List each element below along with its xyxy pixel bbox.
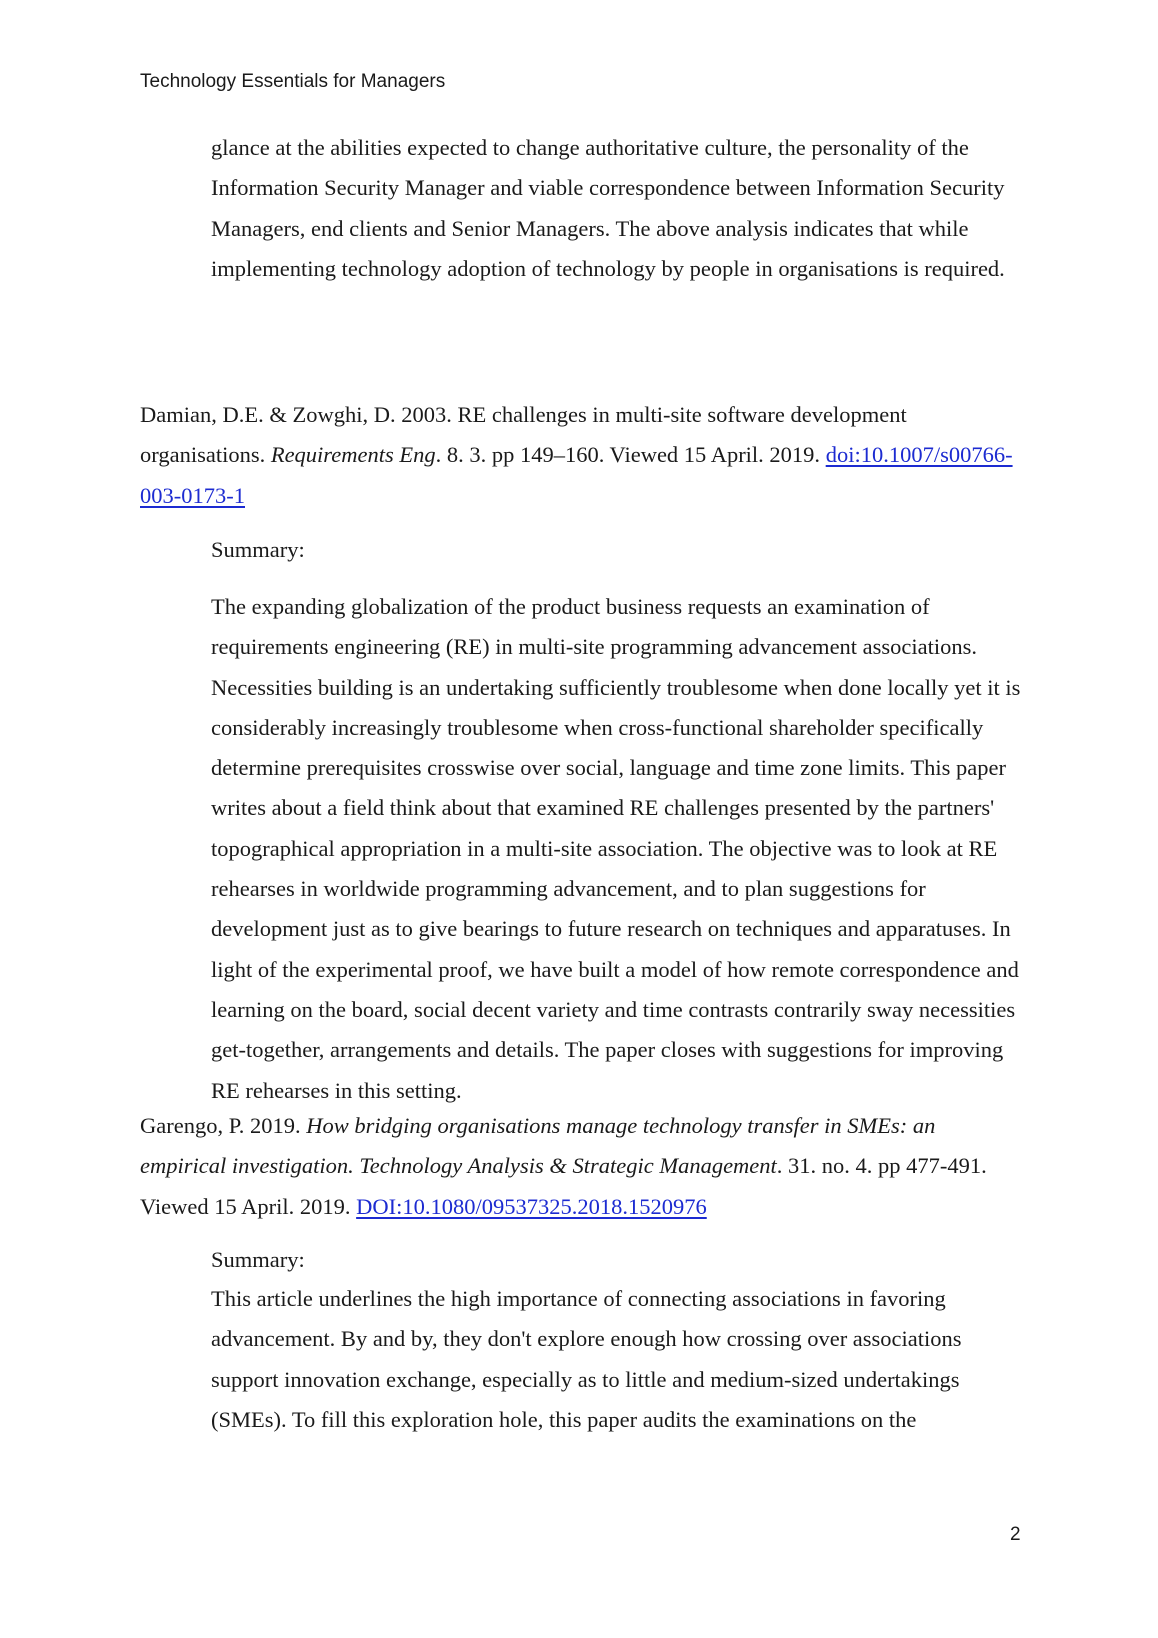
doi-link[interactable]: DOI:10.1080/09537325.2018.1520976 <box>356 1193 707 1219</box>
reference-details: . 31. no. 4. pp 477-491. Viewed 15 April. 2019. <box>140 1153 987 1219</box>
reference-entry-damian <box>140 395 1020 516</box>
reference-authors: Damian, D.E. & Zowghi, D. 2003. RE challenges in multi-site software development organisations. <box>140 402 907 468</box>
reference-title-journal: How bridging organisations manage technology transfer in SMEs: an empirical investigation. Technology Analysis & Strategic Management <box>140 1113 936 1179</box>
continuation-paragraph: glance at the abilities expected to change authoritative culture, the personality of the Information Security Manager and viable correspondence between Information Security Managers, end clients and Senior Managers. The above analysis indicates that while implementing technology adoption of technology by people in organisations is required. <box>211 135 1005 281</box>
reference-entry-garengo <box>140 1106 1020 1227</box>
summary-label: Summary: <box>211 1247 305 1272</box>
page-number: 2 <box>1010 1524 1021 1545</box>
reference-authors: Garengo, P. 2019. <box>140 1113 307 1138</box>
running-header: Technology Essentials for Managers <box>140 71 446 92</box>
summary-label: Summary: <box>211 537 305 562</box>
summary-paragraph: The expanding globalization of the product business requests an examination of requirements engineering (RE) in multi-site programming advancement associations. Necessities building is an undertaking sufficiently troublesome when done locally yet it is considerably increasingly troublesome when cross-functional shareholder specifically determine prerequisites crosswise over social, language and time zone limits. This paper writes about a field think about that examined RE challenges presented by the partners' topographical appropriation in a multi-site association. The objective was to look at RE rehearses in worldwide programming advancement, and to plan suggestions for development just as to give bearings to future research on techniques and apparatuses. In light of the experimental proof, we have built a model of how remote correspondence and learning on the board, social decent variety and time contrasts contrarily sway necessities get-together, arrangements and details. The paper closes with suggestions for improving RE rehearses in this setting. <box>211 594 1021 1103</box>
reference-journal: Requirements Eng <box>270 442 436 468</box>
summary-paragraph: This article underlines the high importance of connecting associations in favoring advancement. By and by, they don't explore enough how crossing over associations support innovation exchange, especially as to little and medium-sized undertakings (SMEs). To fill this exploration hole, this paper audits the examinations on the <box>211 1286 962 1432</box>
doi-link[interactable]: doi:10.1007/s00766-003-0173-1 <box>140 442 1013 508</box>
reference-details: . 8. 3. pp 149–160. Viewed 15 April. 2019. <box>435 442 826 468</box>
